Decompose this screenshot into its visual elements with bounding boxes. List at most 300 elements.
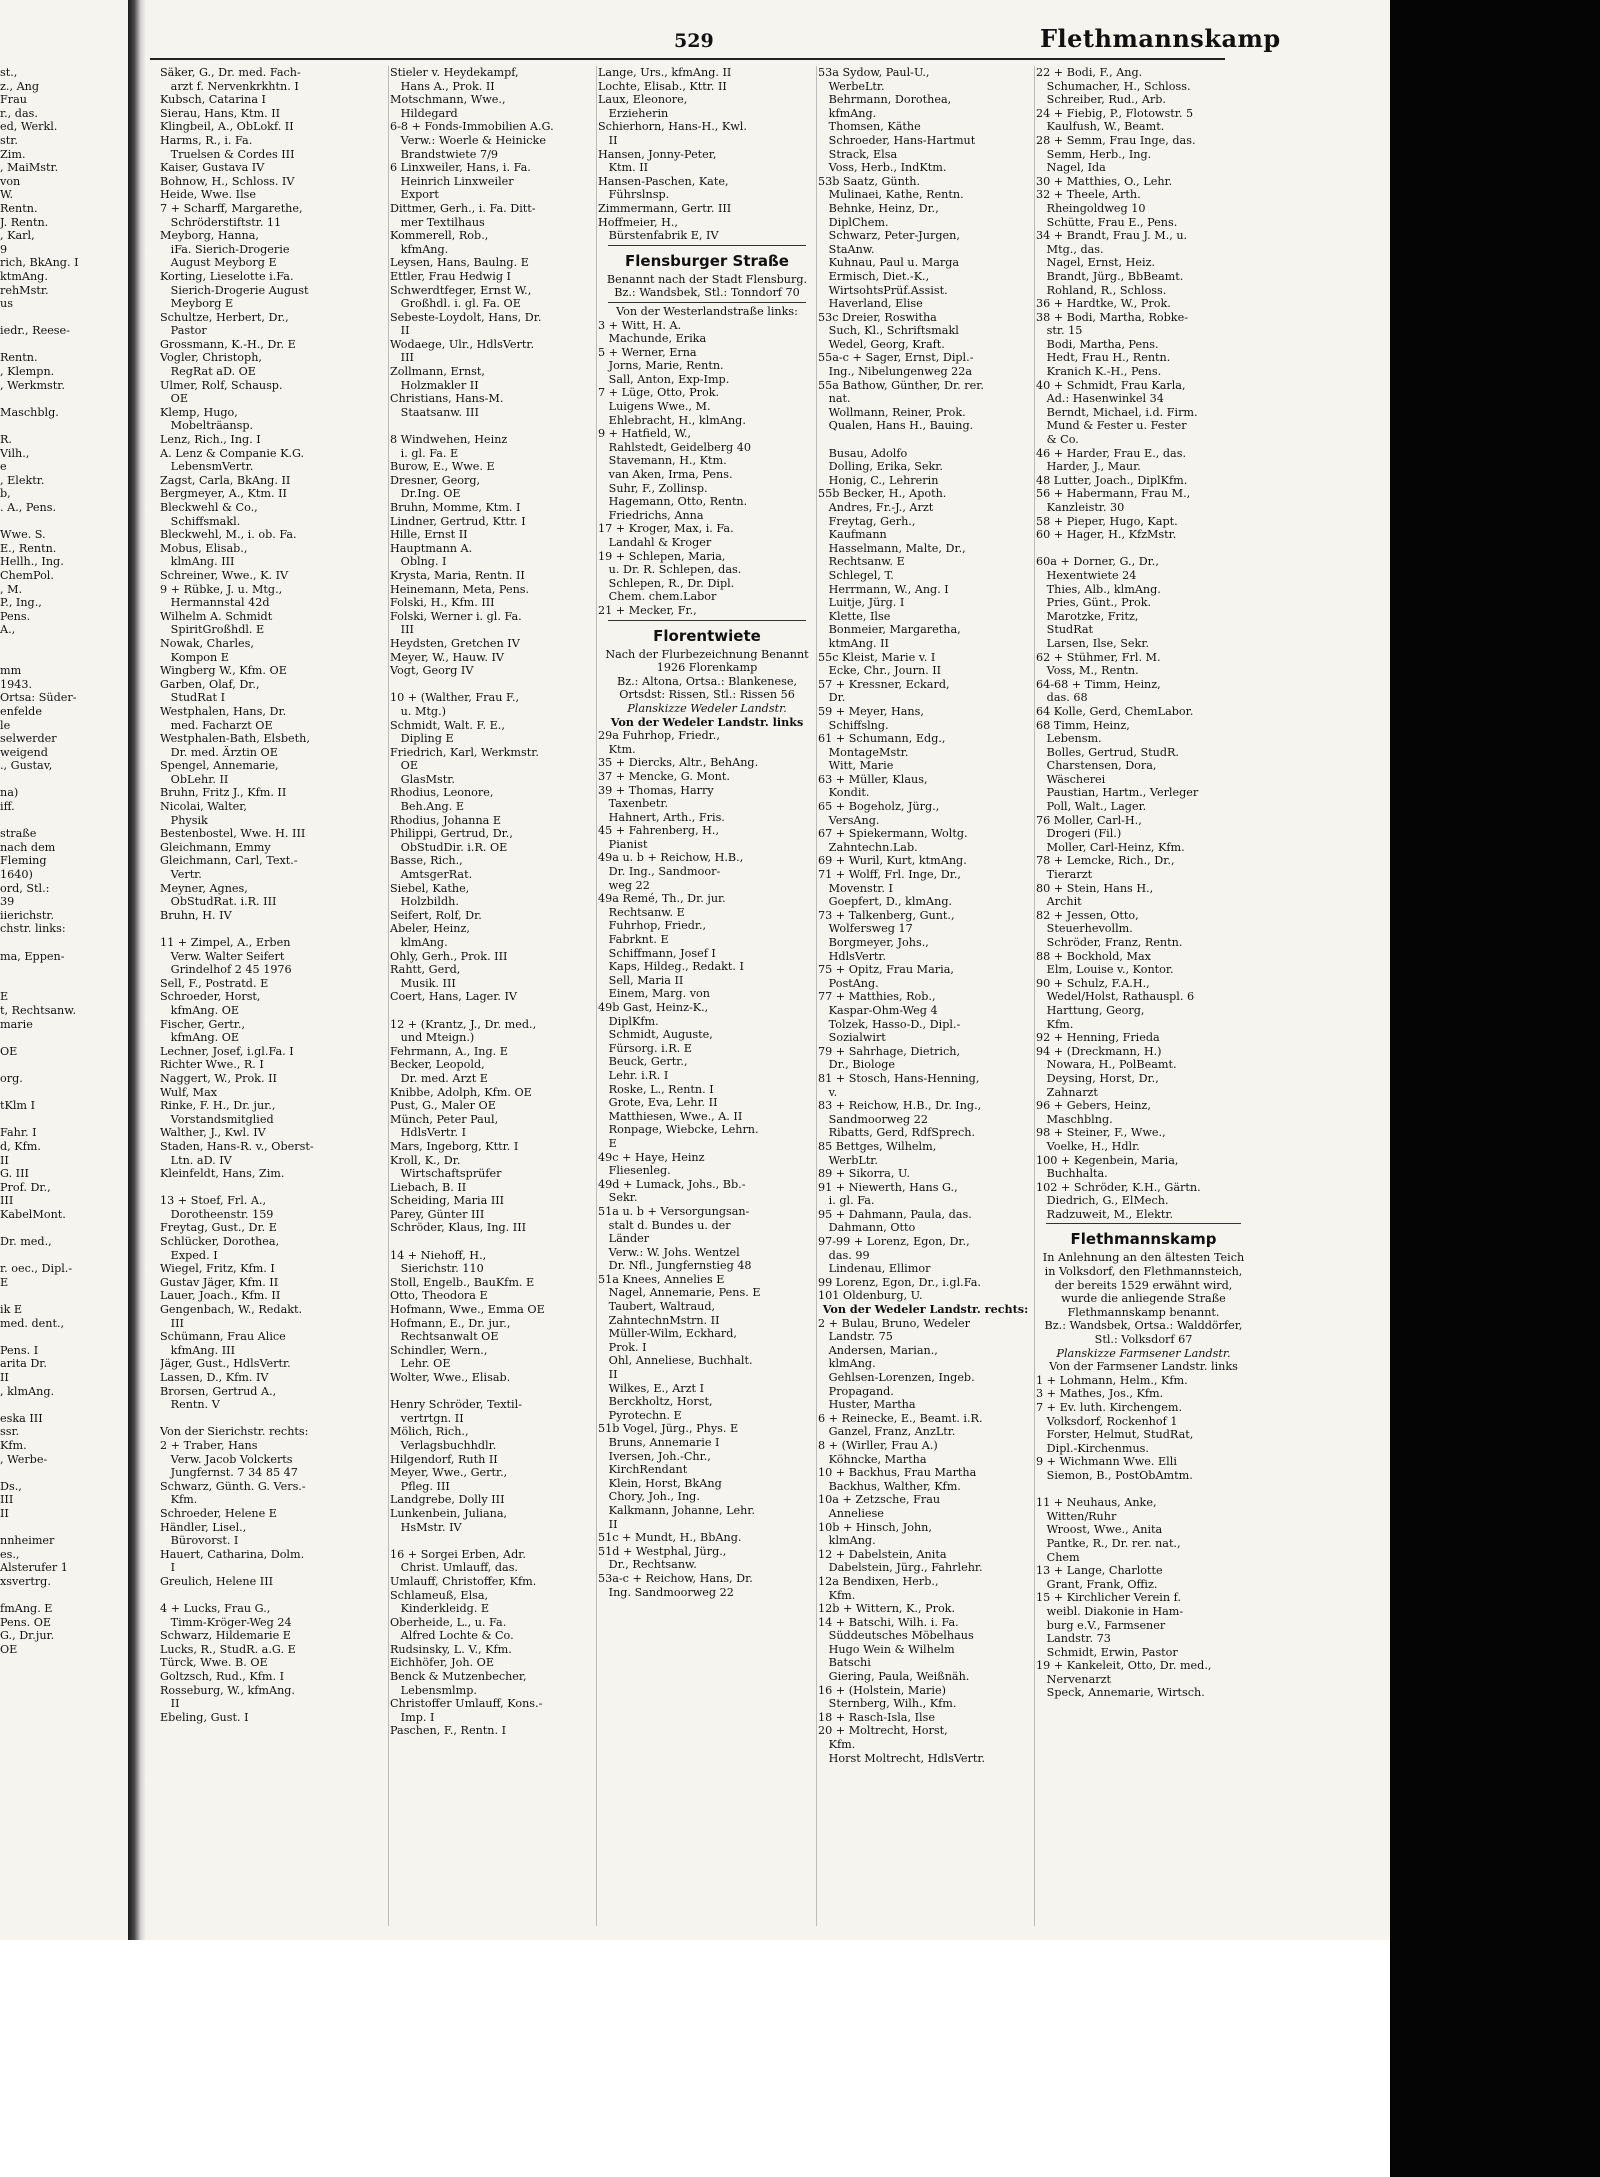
directory-line: 85 Bettges, Wilhelm, (818, 1139, 937, 1153)
directory-line: t, Rechtsanw. (0, 1003, 77, 1017)
directory-line: Lindner, Gertrud, Kttr. I (390, 514, 526, 528)
directory-line: Mund & Fester u. Fester (1036, 419, 1187, 433)
directory-line: 3 + Witt, H. A. (598, 318, 682, 332)
directory-line (0, 1031, 126, 1045)
directory-line: Ortsa: Süder- (0, 691, 77, 705)
directory-line: Holzbildh. (390, 895, 459, 909)
directory-line: Staden, Hans-R. v., Oberst- (160, 1139, 314, 1153)
directory-line: Holzmakler II (390, 378, 479, 392)
directory-line: 75 + Opitz, Frau Maria, (818, 963, 954, 977)
directory-line: Fischer, Gertr., (160, 1017, 246, 1031)
directory-line: und Mteign.) (390, 1031, 475, 1045)
directory-line: Behnke, Heinz, Dr., (818, 201, 939, 215)
directory-line: Klemp, Hugo, (160, 405, 238, 419)
directory-line: Pries, Günt., Prok. (1036, 596, 1152, 610)
directory-line: 99 Lorenz, Egon, Dr., i.gl.Fa. (818, 1275, 981, 1289)
directory-line: OE (390, 759, 419, 773)
directory-line: Ktm. (598, 742, 636, 756)
directory-line: Ing. Sandmoorweg 22 (598, 1585, 734, 1599)
directory-line: 10a + Zetzsche, Frau (818, 1493, 941, 1507)
directory-line: Türck, Wwe. B. OE (160, 1656, 268, 1670)
directory-line: 82 + Jessen, Otto, (1036, 908, 1139, 922)
directory-line: , Werbe- (0, 1452, 48, 1466)
column-2 (390, 66, 595, 1738)
directory-line: Benck & Mutzenbecher, (390, 1670, 527, 1684)
directory-line: Wingberg W., Kfm. OE (160, 664, 287, 678)
directory-line: Westphalen, Hans, Dr. (160, 704, 287, 718)
directory-line: u. Dr. R. Schlepen, das. (598, 563, 742, 577)
directory-line: DiplKfm. (598, 1014, 659, 1028)
directory-line: 89 + Sikorra, U. (818, 1167, 910, 1181)
directory-line: Giering, Paula, Weißnäh. (818, 1670, 970, 1684)
directory-line: es., (0, 1547, 20, 1561)
book-gutter (128, 0, 146, 1940)
directory-line: chstr. links: (0, 922, 66, 936)
directory-line: Hilgendorf, Ruth II (390, 1452, 498, 1466)
directory-line (0, 1249, 126, 1263)
directory-line: 36 + Hardtke, W., Prok. (1036, 297, 1171, 311)
directory-line (1036, 1483, 1251, 1497)
directory-line: Harttung, Georg, (1036, 1003, 1145, 1017)
directory-line: Wedel, Georg, Kraft. (818, 337, 945, 351)
directory-line: J. Rentn. (0, 215, 49, 229)
directory-line: Schlegel, T. (818, 568, 894, 582)
directory-line (0, 1521, 126, 1535)
directory-line: iedr., Reese- (0, 324, 70, 338)
directory-line: AmtsgerRat. (390, 868, 473, 882)
directory-line: Wolter, Wwe., Elisab. (390, 1371, 511, 1384)
directory-line: arzt f. Nervenkrkhtn. I (160, 79, 299, 93)
directory-line: Kfm. (818, 1738, 856, 1752)
directory-line (0, 651, 126, 665)
directory-line: 48 Lutter, Joach., DiplKfm. (1036, 473, 1188, 487)
directory-line: Schroeder, Horst, (160, 990, 261, 1004)
directory-line: G. III (0, 1167, 29, 1181)
directory-line: 9 (0, 242, 8, 256)
directory-line: 76 Moller, Carl-H., (1036, 813, 1142, 827)
directory-line: Parey, Günter III (390, 1207, 485, 1221)
directory-line: GlasMstr. (390, 772, 455, 786)
directory-line: 55a Bathow, Günther, Dr. rer. (818, 378, 984, 392)
directory-line: HsMstr. IV (390, 1520, 462, 1534)
directory-line: 67 + Spiekermann, Woltg. (818, 827, 968, 841)
directory-line: Chem. chem.Labor (598, 590, 717, 604)
directory-line: Lenz, Rich., Ing. I (160, 433, 261, 447)
directory-line: z., Ang (0, 79, 40, 93)
directory-line: II (0, 1153, 9, 1167)
directory-line: Dorotheenstr. 159 (160, 1207, 274, 1221)
directory-line: Vertr. (160, 868, 202, 882)
directory-line: 58 + Pieper, Hugo, Kapt. (1036, 514, 1178, 528)
directory-line: Meyer, Wwe., Gertr., (390, 1466, 508, 1480)
directory-line: Erzieherin (598, 106, 669, 120)
directory-line: 13 + Stoef, Frl. A., (160, 1194, 267, 1208)
directory-line: i. gl. Fa. (818, 1194, 875, 1208)
directory-line (0, 1330, 126, 1344)
directory-line: mm (0, 664, 22, 678)
directory-line: , Elektr. (0, 473, 45, 487)
directory-line: Kuhnau, Paul u. Marga (818, 256, 960, 270)
directory-line: Hedt, Frau H., Rentn. (1036, 351, 1171, 365)
directory-line: Dolling, Erika, Sekr. (818, 460, 943, 474)
column-1 (160, 66, 385, 1724)
directory-line: Schindler, Wern., (390, 1343, 488, 1357)
directory-line: Spengel, Annemarie, (160, 759, 279, 773)
directory-line: med. dent., (0, 1316, 65, 1330)
directory-line: Kranich K.-H., Pens. (1036, 365, 1162, 379)
directory-line: 49d + Lumack, Johs., Bb.- (598, 1177, 746, 1191)
directory-line: ., Gustav, (0, 759, 53, 773)
directory-line: 80 + Stein, Hans H., (1036, 881, 1154, 895)
directory-line: & Co. (1036, 433, 1079, 447)
directory-line (390, 1385, 595, 1399)
directory-line: Sierau, Hans, Ktm. II (160, 106, 281, 120)
directory-line: Freytag, Gust., Dr. E (160, 1221, 277, 1235)
directory-line: Zahnarzt (1036, 1085, 1098, 1099)
directory-line: 4 + Lucks, Frau G., (160, 1602, 271, 1616)
florentwiete-entries (598, 729, 816, 1599)
directory-line: Großhdl. i. gl. Fa. OE (390, 297, 521, 311)
directory-line: Brandstwiete 7/9 (390, 147, 498, 161)
street-intro: Benannt nach der Stadt Flensburg. (606, 272, 808, 286)
directory-line: Meyborg E (160, 297, 234, 311)
directory-line: na) (0, 786, 19, 800)
directory-line: , Werkmstr. (0, 378, 65, 392)
directory-line: Schütte, Frau E., Pens. (1036, 215, 1178, 229)
directory-line: Pens. OE (0, 1615, 52, 1629)
directory-line: ktmAng. (0, 269, 48, 283)
directory-line: Schlepen, R., Dr. Dipl. (598, 576, 735, 590)
directory-line: Lindenau, Ellimor (818, 1262, 931, 1276)
directory-line: Staatsanw. III (390, 405, 479, 419)
directory-line: Hellh., Ing. (0, 555, 64, 569)
directory-line: Ehlebracht, H., klmAng. (598, 413, 746, 427)
directory-line: Voelke, H., Hdlr. (1036, 1139, 1140, 1153)
directory-line: Gengenbach, W., Redakt. (160, 1303, 303, 1317)
directory-line: 64 Kolle, Gerd, ChemLabor. (1036, 704, 1194, 718)
directory-line (0, 1221, 126, 1235)
directory-line: WerbLtr. (818, 1153, 878, 1167)
directory-line: Bleckwehl & Co., (160, 501, 258, 514)
directory-line (0, 814, 126, 828)
directory-line: Lechner, Josef, i.gl.Fa. I (160, 1044, 294, 1058)
directory-line: Kfm. (160, 1493, 198, 1507)
directory-line: 12 + Dabelstein, Anita (818, 1547, 947, 1561)
directory-line: Schlücker, Dorothea, (160, 1235, 280, 1249)
directory-line: Rudsinsky, L. V., Kfm. (390, 1642, 512, 1656)
directory-line: E (0, 990, 9, 1004)
directory-line: Schmidt, Auguste, (598, 1028, 713, 1042)
directory-line: Ad.: Hasenwinkel 34 (1036, 392, 1164, 406)
directory-line: 17 + Kroger, Max, i. Fa. (598, 522, 734, 536)
directory-line: PostAng. (818, 976, 879, 990)
directory-line: Wolfersweg 17 (818, 922, 913, 936)
directory-line: 35 + Diercks, Altr., BehAng. (598, 756, 759, 770)
directory-line: i. gl. Fa. E (390, 446, 459, 460)
street-postal: Bz.: Wandsbek, Stl.: Tonndorf 70 (614, 286, 800, 300)
street-plan: Planskizze Farmsener Landstr. (1056, 1346, 1231, 1360)
directory-line: Fehrmann, A., Ing. E (390, 1044, 508, 1058)
directory-line: Landgrebe, Dolly III (390, 1493, 505, 1507)
directory-line: 16 + (Holstein, Marie) (818, 1683, 946, 1697)
street-direction: Von der Westerlandstraße links: (616, 304, 798, 318)
directory-line: Laux, Eleonore, (598, 93, 688, 107)
directory-line: II (160, 1697, 180, 1711)
directory-line: StudRat I (160, 691, 226, 705)
directory-line: Sozialwirt (818, 1031, 886, 1045)
directory-line: 78 + Lemcke, Rich., Dr., (1036, 854, 1175, 868)
directory-line: 14 + Batschi, Wilh. i. Fa. (818, 1615, 959, 1629)
directory-line: E., Rentn. (0, 541, 57, 555)
directory-line: Lucks, R., StudR. a.G. E (160, 1642, 296, 1656)
directory-line: stalt d. Bundes u. der (598, 1218, 731, 1232)
directory-line: 59 + Meyer, Hans, (818, 704, 924, 718)
directory-line: 55a-c + Sager, Ernst, Dipl.- (818, 351, 974, 365)
column-5 (1036, 66, 1251, 1700)
directory-line: 6 Linxweiler, Hans, i. Fa. (390, 161, 531, 175)
directory-line: Rechtsanw. E (818, 555, 905, 569)
directory-line: Schreiber, Rud., Arb. (1036, 93, 1166, 107)
directory-line: Henry Schröder, Textil- (390, 1398, 522, 1412)
directory-line: Nagel, Ernst, Heiz. (1036, 256, 1156, 270)
directory-line: Folski, H., Kfm. III (390, 596, 495, 610)
directory-line: Friedrich, Karl, Werkmstr. (390, 745, 539, 759)
directory-line: 55c Kleist, Marie v. I (818, 650, 936, 664)
directory-line: 12b + Wittern, K., Prok. (818, 1602, 956, 1616)
directory-line: rich, BkAng. I (0, 256, 79, 270)
directory-line: Kfm. (0, 1438, 27, 1452)
directory-line: Verw. Walter Seifert (160, 949, 285, 963)
directory-line: Garben, Olaf, Dr., (160, 677, 260, 691)
directory-line: Müller-Wilm, Eckhard, (598, 1327, 737, 1341)
directory-line: Ganzel, Franz, AnzLtr. (818, 1425, 956, 1439)
directory-line: 49a Remé, Th., Dr. jur. (598, 892, 726, 906)
directory-line: Deysing, Horst, Dr., (1036, 1071, 1159, 1085)
directory-line (0, 515, 126, 529)
directory-line: le (0, 718, 11, 732)
directory-line: . A., Pens. (0, 501, 57, 514)
directory-line: III (390, 623, 414, 637)
directory-line: Greulich, Helene III (160, 1574, 274, 1588)
directory-line: , M. (0, 582, 23, 596)
directory-line: MontageMstr. (818, 745, 909, 759)
directory-line: Taxenbetr. (598, 797, 669, 811)
directory-line: 61 + Schumann, Edg., (818, 732, 946, 746)
directory-line: Maschblg. (0, 405, 59, 419)
column-4-entries (818, 66, 1033, 1303)
directory-line: 28 + Semm, Frau Inge, das. (1036, 133, 1196, 147)
directory-line: Rahtt, Gerd, (390, 963, 461, 977)
directory-line: Ettler, Frau Hedwig I (390, 269, 511, 283)
directory-line: Kaspar-Ohm-Weg 4 (818, 1003, 938, 1017)
directory-line: Paustian, Hartm., Verleger (1036, 786, 1199, 800)
directory-line: Kanzleistr. 30 (1036, 501, 1125, 514)
directory-line: Bürovorst. I (160, 1534, 239, 1548)
directory-line: str. (0, 133, 18, 147)
directory-line: Dr. med., (0, 1235, 52, 1249)
directory-line: Suhr, F., Zollinsp. (598, 481, 708, 495)
directory-line (0, 1113, 126, 1127)
directory-line: Roske, L., Rentn. I (598, 1082, 714, 1096)
directory-line: kfmAng. OE (160, 1031, 240, 1045)
directory-line: 18 + Rasch-Isla, Ilse (818, 1710, 935, 1724)
directory-line: Liebach, B. II (390, 1180, 467, 1194)
directory-line: Pens. I (0, 1343, 39, 1357)
directory-line (390, 1534, 595, 1548)
directory-line: Sell, Maria II (598, 973, 684, 987)
directory-line: Chory, Joh., Ing. (598, 1490, 700, 1504)
directory-line: 83 + Reichow, H.B., Dr. Ing., (818, 1099, 982, 1113)
directory-line: straße (0, 827, 37, 841)
directory-line: 9 + Rübke, J. u. Mtg., (160, 582, 283, 596)
directory-line: Bruhn, Fritz J., Kfm. II (160, 786, 287, 800)
directory-line: Behrmann, Dorothea, (818, 93, 952, 107)
directory-line: OE (0, 1642, 18, 1656)
directory-line: 77 + Matthies, Rob., (818, 990, 936, 1004)
directory-line: Maschblng. (1036, 1112, 1113, 1126)
directory-line: Kfm. (818, 1588, 856, 1602)
directory-line: Wedel/Holst, Rathauspl. 6 (1036, 990, 1195, 1004)
directory-line: Ohly, Gerh., Prok. III (390, 949, 508, 963)
directory-line: fmAng. E (0, 1602, 53, 1616)
directory-line: Rentn. (0, 201, 38, 215)
directory-line: Dr. (818, 691, 846, 705)
directory-line: u. Mtg.) (390, 704, 447, 718)
directory-line: Scheiding, Maria III (390, 1194, 505, 1208)
directory-line: II (598, 133, 618, 147)
directory-line: 49c + Haye, Heinz (598, 1150, 705, 1164)
directory-line: Mobus, Elisab., (160, 541, 248, 555)
directory-line: med. Facharzt OE (160, 718, 273, 732)
directory-line: Brandt, Jürg., BbBeamt. (1036, 269, 1184, 283)
directory-line: iFa. Sierich-Drogerie (160, 242, 290, 256)
directory-line: Fürsorg. i.R. E (598, 1041, 692, 1055)
street-heading-florentwiete: Florentwiete (653, 626, 761, 645)
directory-line: Walther, J., Kwl. IV (160, 1126, 266, 1140)
directory-line: Burow, E., Wwe. E (390, 460, 495, 474)
directory-line: Sell, F., Postratd. E (160, 976, 269, 990)
directory-line: ZahntechnMstrn. II (598, 1313, 720, 1327)
directory-line (0, 936, 126, 950)
directory-line: Andres, Fr.-J., Arzt (818, 501, 934, 514)
street-heading-flethmannskamp: Flethmannskamp (1070, 1230, 1217, 1249)
directory-line: 12 + (Krantz, J., Dr. med., (390, 1017, 537, 1031)
directory-line: Haverland, Elise (818, 297, 923, 311)
directory-line: Jäger, Gust., HdlsVertr. (160, 1357, 291, 1371)
directory-line: Herrmann, W., Ang. I (818, 582, 949, 596)
directory-line: Harder, J., Maur. (1036, 460, 1141, 474)
directory-line: Bodi, Martha, Pens. (1036, 337, 1159, 351)
directory-line: Rosseburg, W., kfmAng. (160, 1683, 295, 1697)
directory-line: Mtg., das. (1036, 242, 1104, 256)
directory-line: 51c + Mundt, H., BbAng. (598, 1531, 742, 1545)
street-postal: Bz.: Altona, Ortsa.: Blankenese, Ortsdst: Rissen, Stl.: Rissen 56 (617, 674, 797, 702)
directory-line: 73 + Talkenberg, Gunt., (818, 908, 955, 922)
directory-line: Friedrichs, Anna (598, 508, 704, 522)
directory-line: Vilh., (0, 446, 30, 460)
directory-line: Dittmer, Gerh., i. Fa. Ditt- (390, 201, 536, 215)
directory-line: Rentn. V (160, 1398, 220, 1412)
directory-line: SpiritGroßhdl. E (160, 623, 265, 637)
directory-line: Wollmann, Reiner, Prok. (818, 405, 966, 419)
directory-line: Voss, M., Rentn. (1036, 664, 1139, 678)
directory-line (390, 419, 595, 433)
directory-line: org. (0, 1071, 23, 1085)
directory-line: Schiffslng. (818, 718, 889, 732)
directory-line: Gleichmann, Emmy (160, 840, 271, 854)
directory-line: Volksdorf, Rockenhof 1 (1036, 1414, 1178, 1428)
directory-line: Schiffsmakl. (160, 514, 241, 528)
directory-line (1036, 542, 1251, 556)
directory-line: Bruns, Annemarie I (598, 1436, 720, 1449)
directory-line: Ermisch, Diet.-K., (818, 269, 930, 283)
directory-line: Physik (160, 813, 208, 827)
directory-line: Luigens Wwe., M. (598, 400, 711, 414)
directory-line: str. 15 (1036, 324, 1083, 338)
directory-line: Frau (0, 93, 27, 107)
directory-line: Dr., Rechtsanw. (598, 1558, 697, 1572)
directory-line: Jungfernst. 7 34 85 47 (160, 1466, 298, 1480)
directory-line: Meyner, Agnes, (160, 881, 248, 895)
directory-line: Wroost, Wwe., Anita (1036, 1523, 1163, 1537)
directory-line: RegRat aD. OE (160, 365, 256, 379)
directory-line: LebensmVertr. (160, 460, 254, 474)
directory-line: 97-99 + Lorenz, Egon, Dr., (818, 1235, 970, 1249)
directory-line: 55b Becker, H., Apoth. (818, 487, 947, 501)
directory-line: Ulmer, Rolf, Schausp. (160, 378, 283, 392)
directory-line: Siemon, B., PostObAmtm. (1036, 1468, 1193, 1482)
directory-line: Naggert, W., Prok. II (160, 1071, 277, 1085)
directory-line: 7 + Scharff, Margarethe, (160, 201, 303, 215)
directory-line: Hasselmann, Malte, Dr., (818, 541, 966, 555)
directory-line: G., Dr.jur. (0, 1629, 55, 1643)
directory-line: Folski, Werner i. gl. Fa. (390, 609, 522, 623)
directory-line (160, 1589, 385, 1603)
directory-line: Säker, G., Dr. med. Fach- (160, 66, 301, 79)
directory-line: I (160, 1561, 176, 1575)
directory-line: Dahmann, Otto (818, 1221, 916, 1235)
column-3-top (598, 66, 816, 243)
directory-line: Chem (1036, 1550, 1080, 1564)
directory-line: Backhus, Walther, Kfm. (818, 1479, 961, 1493)
directory-line: Schmidt, Walt. F. E., (390, 718, 505, 732)
directory-line: 3 + Mathes, Jos., Kfm. (1036, 1387, 1164, 1401)
directory-line: Brorsen, Gertrud A., (160, 1384, 277, 1398)
directory-line: , klmAng. (0, 1384, 55, 1398)
directory-line: Dipling E (390, 732, 454, 746)
directory-line: Sandmoorweg 22 (818, 1112, 928, 1126)
directory-line: 12a Bendixen, Herb., (818, 1574, 939, 1588)
directory-line (0, 311, 126, 325)
directory-line: Sebeste-Loydolt, Hans, Dr. (390, 310, 542, 324)
directory-line (160, 922, 385, 936)
directory-line: Schlameuß, Elsa, (390, 1588, 489, 1602)
directory-line: weg 22 (598, 878, 650, 892)
directory-line: 32 + Theele, Arth. (1036, 188, 1141, 202)
directory-line: Ltn. aD. IV (160, 1153, 232, 1167)
column-rule (596, 66, 597, 1926)
directory-line: Nervenarzt (1036, 1672, 1111, 1686)
directory-line: van Aken, Irma, Pens. (598, 468, 733, 482)
directory-line: Knibbe, Adolph, Kfm. OE (390, 1085, 532, 1099)
directory-line: Kinderkleidg. E (390, 1602, 490, 1616)
directory-line: Sekr. (598, 1191, 638, 1205)
directory-line: Basse, Rich., (390, 854, 463, 868)
directory-line: Thomsen, Käthe (818, 120, 921, 134)
directory-line: 29a Fuhrhop, Friedr., (598, 729, 720, 743)
directory-line: Schroeder, Hans-Hartmut (818, 133, 976, 147)
directory-line: v. (818, 1085, 838, 1099)
